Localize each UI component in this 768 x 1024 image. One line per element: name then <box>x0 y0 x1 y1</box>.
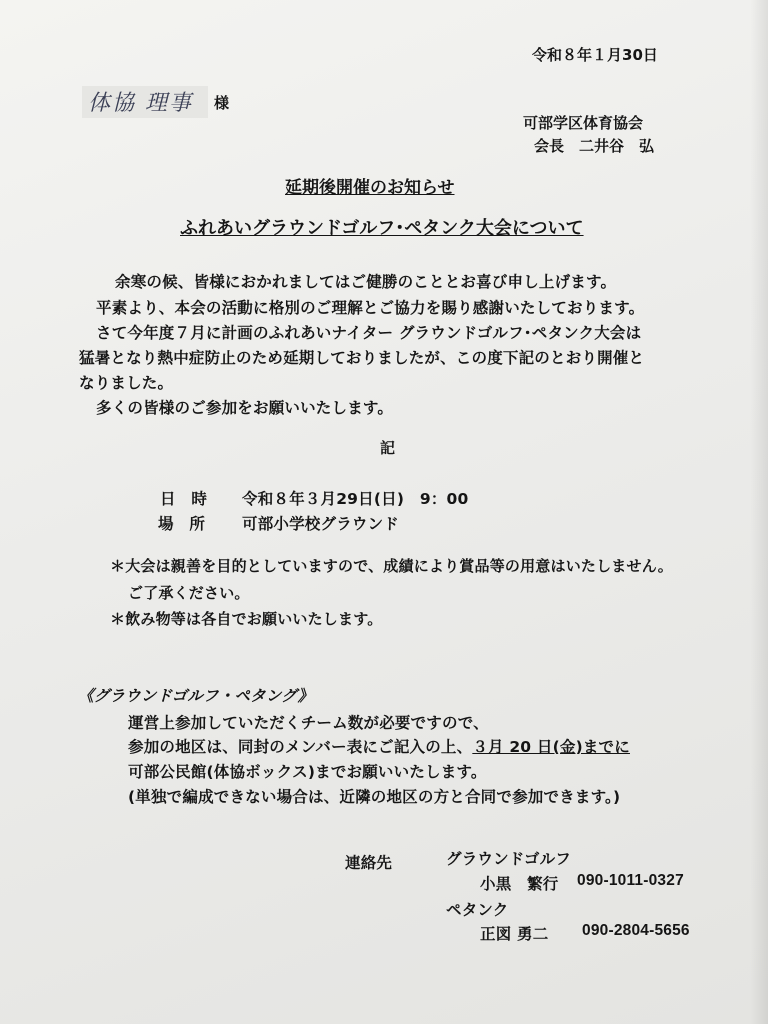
section-line-2-text: 参加の地区は、同封のメンバー表にご記入の上、 <box>128 738 473 756</box>
note-line-2: ご了承ください。 <box>128 584 250 602</box>
page-edge-shadow <box>750 0 768 1024</box>
date-label: 日 時 <box>160 490 208 508</box>
body-line-3: さて今年度７月に計画のふれあいナイター グラウンドゴルフ･ペタンク大会は <box>96 324 642 342</box>
contact-gg-tel: 090-1011-0327 <box>577 872 684 889</box>
body-line-2: 平素より、本会の活動に格別のご理解とご協力を賜り感謝いたしております。 <box>96 299 645 317</box>
place-label: 場 所 <box>158 515 206 533</box>
body-line-1: 余寒の候、皆様におかれましてはご健勝のこととお喜び申し上げます。 <box>115 273 617 291</box>
contact-pt-name: 正図 勇二 <box>480 925 549 943</box>
document-date: 令和８年１月30日 <box>532 46 658 64</box>
section-line-3: 可部公民館(体協ボックス)までお願いいたします。 <box>128 763 487 781</box>
date-value: 令和８年３月29日(日) 9：00 <box>242 490 469 508</box>
notice-subtitle: ふれあいグラウンドゴルフ･ペタンク大会について <box>180 218 584 239</box>
notice-title: 延期後開催のお知らせ <box>285 178 455 198</box>
section-line-1: 運営上参加していただくチーム数が必要ですので、 <box>128 714 489 732</box>
place-value: 可部小学校グラウンド <box>242 515 400 533</box>
deadline-underlined: ３月 20 日(金)までに <box>472 738 630 756</box>
sender-chair: 会長 二井谷 弘 <box>534 137 655 155</box>
section-heading: 《グラウンドゴルフ・ペタング》 <box>78 687 314 705</box>
body-line-5: なりました。 <box>79 374 174 392</box>
section-line-2 <box>128 735 630 757</box>
contact-pt-tel: 090-2804-5656 <box>582 922 690 939</box>
body-line-6: 多くの皆様のご参加をお願いいたします。 <box>96 399 394 417</box>
ki-marker: 記 <box>380 439 396 457</box>
addressee-handwritten: 体協 理事 <box>88 91 193 116</box>
contact-label: 連絡先 <box>345 854 393 872</box>
addressee-honorific: 様 <box>214 94 230 112</box>
note-line-1: ＊大会は親善を目的としていますので、成績により賞品等の用意はいたしません。 <box>110 557 674 575</box>
section-line-4: (単独で編成できない場合は、近隣の地区の方と合同で参加できます。) <box>128 788 621 806</box>
body-line-4: 猛暑となり熱中症防止のため延期しておりましたが、この度下記のとおり開催と <box>79 349 645 367</box>
sender-org: 可部学区体育協会 <box>523 114 644 132</box>
contact-gg-name: 小黒 繁行 <box>480 875 559 893</box>
contact-gg-label: グラウンドゴルフ <box>446 850 571 868</box>
note-line-3: ＊飲み物等は各自でお願いいたします。 <box>110 610 383 628</box>
contact-pt-label: ペタンク <box>446 901 509 919</box>
